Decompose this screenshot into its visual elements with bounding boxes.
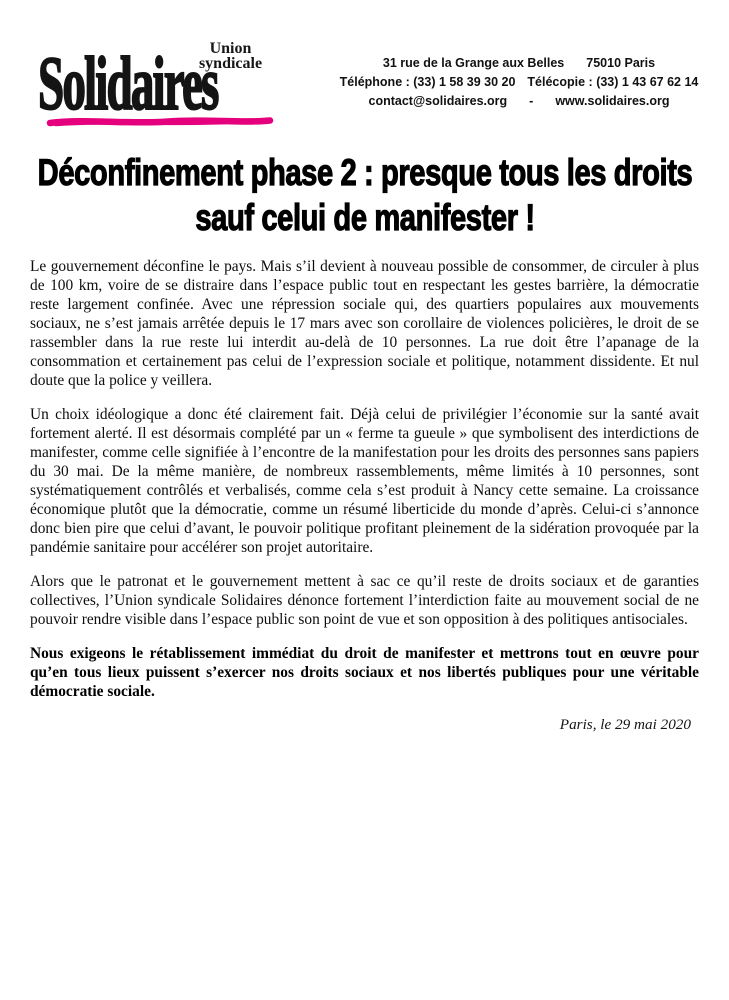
- document-title: [30, 150, 699, 240]
- contact-website: www.solidaires.org: [555, 94, 670, 108]
- body-paragraph-2: Un choix idéologique a donc été clairement fait. Déjà celui de privilégier l’économie sur la santé avait fortement alerté. Il est désormais complété par un « ferme ta gueule » que symbolisent des interdictions de manifester, comme celle signifiée à l’encontre de la manifestation pour les droits des personnes sans papiers du 30 mai. De la même manière, de nombreux rassemblements, même limités à 10 personnes, sont systématiquement contrôlés et verbalisés, comme cela s’est produit à Nancy cette semaine. La croissance économique plutôt que la démocratie, comme un résumé liberticide du monde d’après. Celui-ci s’annonce donc bien pire que celui d’avant, le pouvoir politique profitant pleinement de la sidération provoquée par la pandémie sanitaire pour accélérer son projet autoritaire.: [30, 406, 699, 556]
- logo-wordmark: Solidaires: [38, 42, 218, 126]
- dateline: Paris, le 29 mai 2020: [559, 716, 691, 733]
- body-paragraph-3: Alors que le patronat et le gouvernement mettent à sac ce qu’il reste de droits sociaux et de garanties collectives, l’Union syndicale Solidaires dénonce fortement l’interdiction faite au mouvement social de ne pouvoir rendre visible dans l’espace public son point de vue et son opposition à des politiques antisociales.: [30, 573, 699, 628]
- logo-brush-underline-icon: [46, 115, 274, 129]
- contact-city: 75010 Paris: [586, 56, 656, 70]
- contact-address-line: [333, 54, 705, 73]
- body-paragraph-1: Le gouvernement déconfine le pays. Mais s’il devient à nouveau possible de consommer, de circuler à plus de 100 km, voire de se distraire dans l’espace public tout en respectant les gestes barrière, la démocratie reste largement confinée. Avec une répression sociale qui, des quartiers populaires aux mouvements sociaux, ne s’est jamais arrêtée depuis le 17 mars avec son corollaire de violences policières, le droit de se rassembler dans la rue reste lui interdit au-delà de 10 personnes. La rue doit être l’apanage de la consommation et certainement pas celui de l’expression sociale et politique, notamment dissidente. Et nul doute que la police y veillera.: [30, 258, 699, 389]
- contact-fax: Télécopie : (33) 1 43 67 62 14: [527, 75, 699, 89]
- logo-syndicale-line: syndicale: [198, 54, 263, 72]
- document-body: [30, 257, 699, 734]
- letterhead: [38, 42, 705, 152]
- body-paragraph-demand: Nous exigeons le rétablissement immédiat du droit de manifester et mettrons tout en œuvre pour qu’en tous lieux puissent s’exercer nos droits sociaux et nos libertés publiques pour une véritable démocratie sociale.: [30, 645, 699, 700]
- contact-block: [333, 54, 705, 111]
- contact-phone: Téléphone : (33) 1 58 39 30 20: [339, 75, 516, 89]
- contact-email: contact@solidaires.org: [368, 94, 508, 108]
- document-title-text: Déconfinement phase 2 : presque tous les droits sauf celui de manifester !: [37, 152, 693, 238]
- contact-separator: -: [529, 94, 534, 108]
- contact-web-line: [333, 92, 705, 111]
- solidaires-logo: [38, 42, 288, 137]
- contact-street: 31 rue de la Grange aux Belles: [382, 56, 565, 70]
- contact-phone-line: [333, 73, 705, 92]
- logo-union-line: Union: [209, 40, 252, 57]
